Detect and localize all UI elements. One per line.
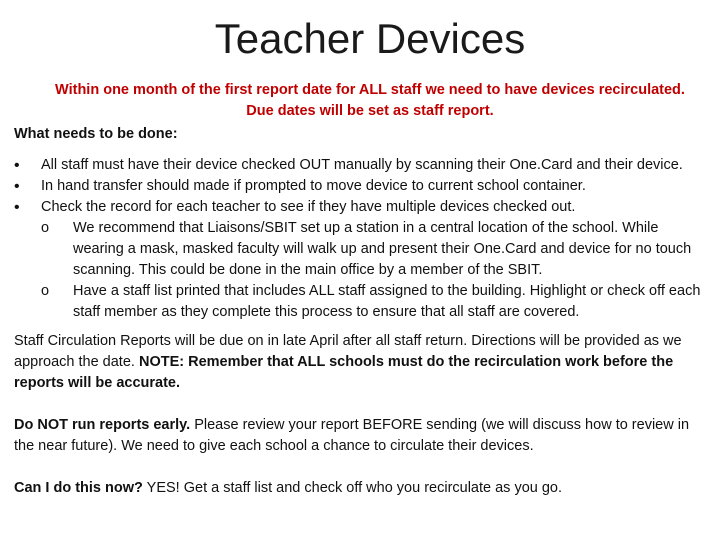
now-question: Can I do this now? [14, 480, 143, 496]
circulation-note: NOTE: Remember that ALL schools must do the recirculation work before the reports will be accurate. [14, 354, 674, 391]
subtitle-line-1: Within one month of the first report date for ALL staff we need to have devices recirculated. [55, 82, 685, 98]
page-title: Teacher Devices [214, 15, 526, 62]
list-item-text: Check the record for each teacher to see if they have multiple devices checked out. [41, 199, 576, 215]
circulation-text: Staff Circulation Reports will be due on in late April after all staff return. Directions will be provided as we approach the date. [14, 333, 682, 370]
list-item [14, 197, 704, 323]
sub-list-item [41, 218, 704, 281]
reports-warning: Do NOT run reports early. [14, 417, 191, 433]
body-content [14, 124, 704, 499]
subtitle-line-2: Due dates will be set as staff report. [246, 103, 494, 119]
todo-heading: What needs to be done: [14, 126, 178, 142]
now-answer: YES! Get a staff list and check off who you recirculate as you go. [146, 480, 563, 496]
reports-text: Please review your report BEFORE sending (we will discuss how to review in the near future). We need to give each school a chance to circulate their devices. [14, 417, 690, 454]
list-item-text: All staff must have their device checked OUT manually by scanning their One.Card and their device. [41, 157, 683, 173]
list-item [14, 155, 704, 176]
sub-list-item [41, 281, 704, 323]
task-list [14, 155, 704, 323]
circulation-paragraph [14, 331, 704, 394]
sub-list-item-text: We recommend that Liaisons/SBIT set up a station in a central location of the school. While wearing a mask, masked faculty will walk up and present their One.Card and device for no touch scanning. This could be done in the main office by a member of the SBIT. [73, 220, 692, 278]
reports-paragraph [14, 415, 704, 457]
subtitle [20, 80, 720, 122]
now-paragraph [14, 478, 704, 499]
sub-list-item-text: Have a staff list printed that includes ALL staff assigned to the building. Highlight or check off each staff member as they complete this process to ensure that all staff are covered. [73, 283, 701, 320]
sub-list [41, 218, 704, 323]
list-item [14, 176, 704, 197]
list-item-text: In hand transfer should made if prompted to move device to current school container. [41, 178, 586, 194]
